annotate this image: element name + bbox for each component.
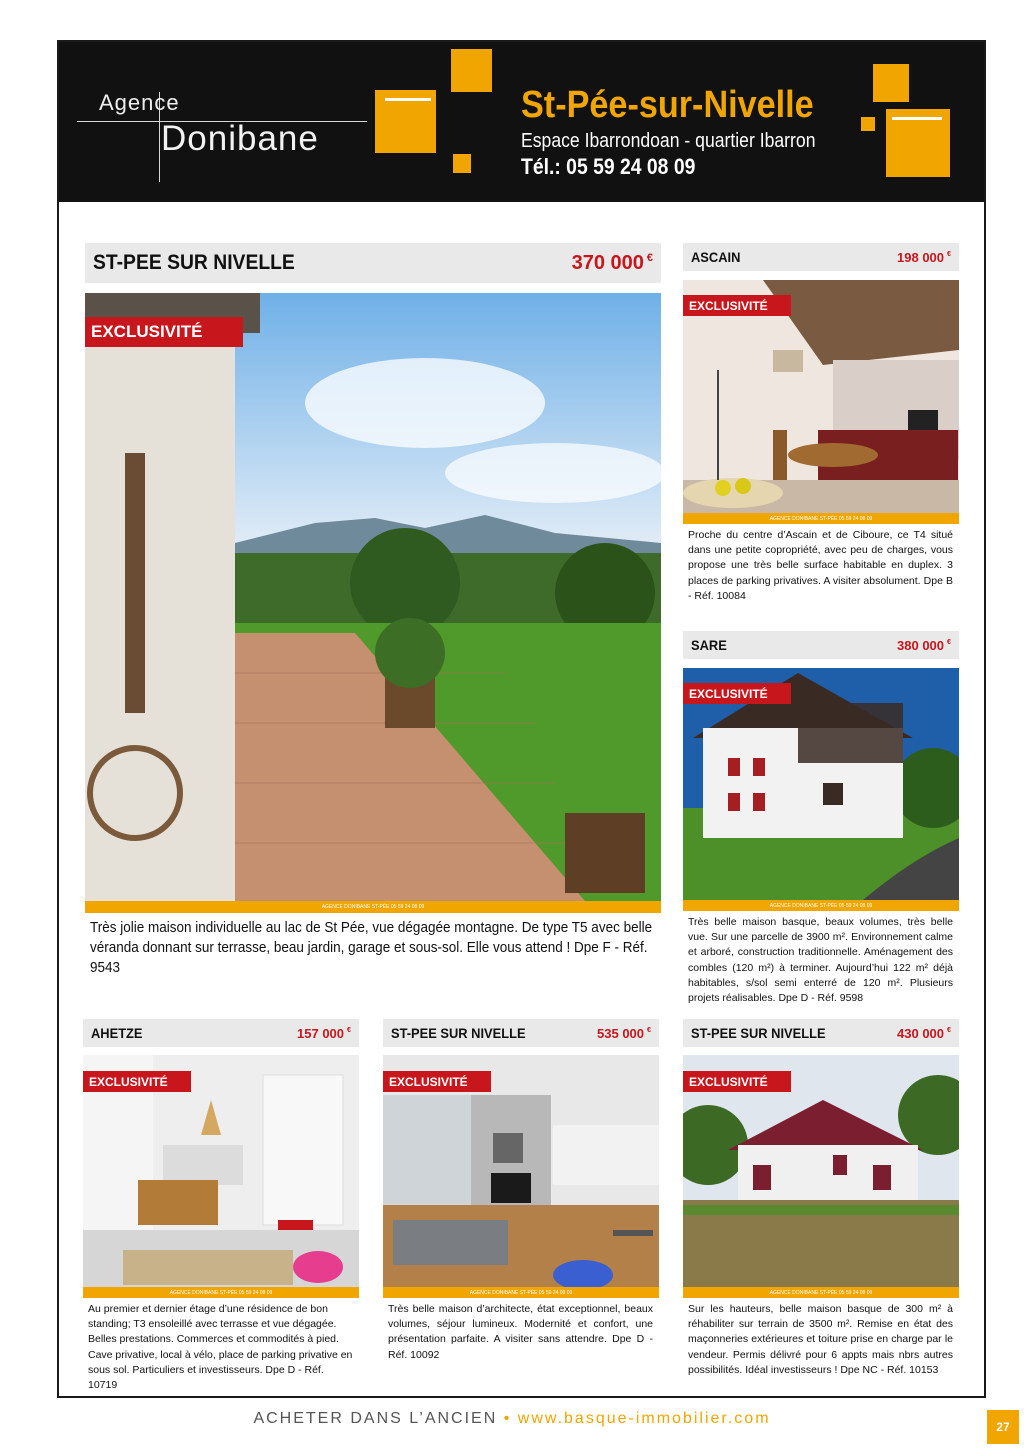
footer-website-link[interactable]: www.basque-immobilier.com [517, 1410, 771, 1427]
exclusivite-badge: EXCLUSIVITÉ [83, 1071, 191, 1092]
logo-square-top [451, 49, 492, 92]
listing-description: Très belle maison basque, beaux volumes, très belle vue. Sur une parcelle de 3900 m². Environnement calme et arboré, construction traditionnelle. Aménagement des combles (120 m²) à terminer. Aujourd’hui 122 m² déjà habitables, s/sol semi enterré de 120 m². Plusieurs projets réalisables. Dpe D - Réf. 9598 [688, 916, 953, 1005]
listing-town: ST-PEE SUR NIVELLE [691, 1025, 826, 1041]
terrace-view-image [85, 293, 661, 901]
currency-symbol: € [347, 1026, 351, 1035]
footer-separator: • [503, 1410, 512, 1427]
listing-description: Au premier et dernier étage d’une résidence de bon standing; T3 ensoleillé avec terrasse et vue dégagée. Belles prestations. Commerces et commodités à pied. Cave privative, local à vélo, place de parking privative en sous sol. Particuliers et investisseurs. Dpe D - Réf. 10719 [88, 1303, 353, 1392]
exclusivite-badge: EXCLUSIVITÉ [683, 1071, 791, 1092]
currency-symbol: € [947, 1026, 951, 1035]
photo-credit: AGENCE DONIBANE ST-PÉE 05 59 24 08 09 [83, 1287, 359, 1298]
listing-price [897, 638, 951, 653]
listing-description: Sur les hauteurs, belle maison basque de 300 m² à réhabiliter sur terrain de 3500 m². Remise en état des maçonneries extérieures et toiture prise en charge par le vendeur. Permis délivré pour 6 appts mais nbrs autres possibilités. Idéal investisseurs ! Dpe NC - Réf. 10153 [688, 1303, 953, 1376]
listing-town: AHETZE [91, 1025, 143, 1041]
listing-town: ASCAIN [691, 249, 741, 265]
agency-city: St-Pée-sur-Nivelle [521, 84, 814, 126]
logo-donibane-text: Donibane [161, 119, 319, 158]
currency-symbol: € [947, 250, 951, 259]
listing-description: Très jolie maison individuelle au lac de St Pée, vue dégagée montagne. De type T5 avec belle véranda donnant sur terrasse, beau jardin, garage et sous-sol. Elle vous attend ! Dpe F - Réf. 9543 [90, 919, 653, 976]
exclusivite-badge: EXCLUSIVITÉ [383, 1071, 491, 1092]
price-value: 198 000 [897, 249, 945, 265]
listing-title-bar [683, 1019, 959, 1047]
logo-square-small [453, 154, 471, 173]
brand-square-top [873, 64, 909, 102]
listing-price [897, 1026, 951, 1041]
listing-town: ST-PEE SUR NIVELLE [93, 251, 295, 274]
price-value: 157 000 [297, 1025, 345, 1041]
exclusivite-badge: EXCLUSIVITÉ [85, 317, 243, 347]
listing-price [597, 1026, 651, 1041]
logo-square-stripe [385, 98, 431, 101]
agency-phone: Tél.: 05 59 24 08 09 [521, 154, 696, 179]
brand-square-dot [861, 117, 875, 131]
page-footer [0, 1410, 1024, 1428]
photo-credit: AGENCE DONIBANE ST-PÉE 05 59 24 08 09 [683, 1287, 959, 1298]
exclusivite-badge: EXCLUSIVITÉ [683, 295, 791, 316]
listing-description: Proche du centre d’Ascain et de Ciboure, ce T4 situé dans une petite copropriété, avec peu de charges, vous propose une très belle surface habitable en duplex. 3 places de parking privatives. A visiter absolument. Dpe B - Réf. 10084 [688, 529, 953, 602]
listing-title-bar [683, 631, 959, 659]
page-number: 27 [987, 1410, 1019, 1444]
listing-price [572, 252, 653, 275]
price-value: 535 000 [597, 1025, 645, 1041]
listing-title-bar [383, 1019, 659, 1047]
listing-description: Très belle maison d’architecte, état exceptionnel, beaux volumes, séjour lumineux. Modernité et confort, une présentation parfaite. A visiter sans attendre. Dpe D - Réf. 10092 [388, 1303, 653, 1361]
listing-title-bar [83, 1019, 359, 1047]
currency-symbol: € [647, 1026, 651, 1035]
brand-square-stripe [892, 117, 942, 120]
photo-credit: AGENCE DONIBANE ST-PÉE 05 59 24 08 09 [85, 901, 661, 913]
currency-symbol: € [646, 251, 653, 264]
listing-town: ST-PEE SUR NIVELLE [391, 1025, 526, 1041]
listing-title-bar [85, 243, 661, 283]
agency-address: Espace Ibarrondoan - quartier Ibarron [521, 130, 816, 152]
listing-title-bar [683, 243, 959, 271]
photo-credit: AGENCE DONIBANE ST-PÉE 05 59 24 08 09 [383, 1287, 659, 1298]
currency-symbol: € [947, 638, 951, 647]
footer-tagline: ACHETER DANS L’ANCIEN [253, 1410, 498, 1427]
listing-town: SARE [691, 637, 727, 653]
photo-credit: AGENCE DONIBANE ST-PÉE 05 59 24 08 09 [683, 513, 959, 524]
price-value: 380 000 [897, 637, 945, 653]
listing-photo[interactable] [85, 293, 661, 901]
listing-price [897, 250, 951, 265]
price-value: 370 000 [571, 251, 644, 274]
logo-agence-text: Agence [99, 90, 180, 115]
photo-credit: AGENCE DONIBANE ST-PÉE 05 59 24 08 09 [683, 900, 959, 911]
exclusivite-badge: EXCLUSIVITÉ [683, 683, 791, 704]
price-value: 430 000 [897, 1025, 945, 1041]
agency-header [59, 42, 984, 202]
listing-price [297, 1026, 351, 1041]
